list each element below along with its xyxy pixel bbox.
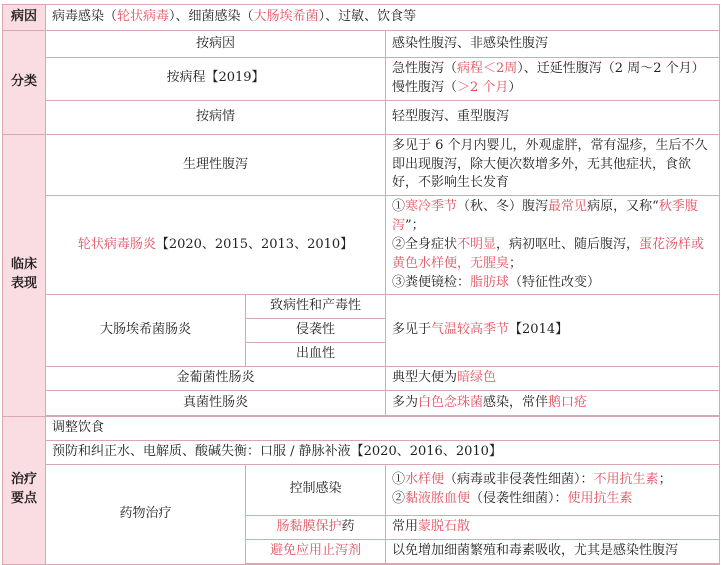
physiological-value: 多见于 6 个月内婴儿，外观虚胖，常有湿疹，生后不久即出现腹泻，除大便次数增多外，无其他症状，食欲好，不影响生长发育 bbox=[386, 134, 720, 196]
course-text-5: ） bbox=[508, 79, 522, 95]
mucosa-highlight: 肠黏膜保护 bbox=[276, 518, 342, 534]
candida-highlight: 白色念珠菌 bbox=[418, 394, 484, 410]
fungal-value bbox=[386, 390, 720, 415]
by-cause-value: 感染性腹泻、非感染性腹泻 bbox=[386, 31, 720, 58]
rotavirus-point-3 bbox=[392, 274, 713, 293]
physiological-diarrhea-row bbox=[3, 134, 720, 196]
infection-num-2: ② bbox=[392, 490, 406, 506]
mucosa-protectant-label bbox=[246, 515, 386, 539]
ecoli-row-1 bbox=[3, 295, 720, 319]
mucosa-protectant-value bbox=[386, 515, 720, 539]
treatment-diet-row bbox=[3, 416, 720, 440]
point-3-text: ③粪便镜检： bbox=[392, 274, 471, 290]
infection-point-1 bbox=[392, 471, 713, 490]
diarrhea-summary-table bbox=[2, 4, 720, 565]
infection-control-label: 控制感染 bbox=[246, 464, 386, 515]
treatment-fluid-row bbox=[3, 440, 720, 464]
category-etiology: 病因 bbox=[3, 5, 46, 31]
by-course-label: 按病程【2019】 bbox=[46, 58, 386, 101]
infection-text-2: ； bbox=[658, 471, 672, 487]
category-clinical: 临床表现 bbox=[3, 134, 46, 416]
fungal-text-1: 多为 bbox=[392, 394, 419, 410]
rotavirus-row bbox=[3, 196, 720, 295]
infection-text-3: （侵袭性细菌）： bbox=[470, 490, 568, 506]
fungal-row bbox=[3, 390, 720, 415]
by-severity-label: 按病情 bbox=[46, 100, 386, 134]
classification-row-cause bbox=[3, 31, 720, 58]
staph-label: 金葡菌性肠炎 bbox=[46, 367, 386, 391]
rotavirus-highlight: 轮状病毒 bbox=[117, 9, 170, 25]
stool-feature-highlight: 蛋花汤样或黄色水样便，无腥臭 bbox=[392, 236, 705, 271]
cold-season-highlight: 寒冷季节 bbox=[405, 199, 458, 215]
course-acute-highlight: 病程＜2周 bbox=[457, 61, 518, 76]
etiology-row bbox=[3, 5, 720, 31]
etiology-content bbox=[46, 5, 720, 31]
category-classification: 分类 bbox=[3, 31, 46, 135]
point-1-num: ① bbox=[392, 199, 406, 215]
mucosa-suffix: 药 bbox=[341, 518, 355, 534]
staph-row bbox=[3, 367, 720, 391]
infection-text-1: （病毒或非侵袭性细菌）： bbox=[444, 471, 594, 487]
by-cause-label: 按病因 bbox=[46, 31, 386, 58]
staph-value bbox=[386, 367, 720, 391]
point-2-text: ②全身症状 bbox=[392, 236, 458, 252]
classification-row-severity bbox=[3, 100, 720, 134]
rotavirus-point-1 bbox=[392, 198, 713, 236]
course-text-3: ）、迁延性腹泻（2 周～2 个月）慢性腹泻（ bbox=[392, 61, 705, 95]
ecoli-highlight: 大肠埃希菌 bbox=[253, 9, 319, 25]
point-2-text-2: ，病初呕吐、随后腹泻， bbox=[496, 236, 640, 252]
rotavirus-enteritis-highlight: 轮状病毒肠炎 bbox=[77, 236, 156, 252]
course-chronic-highlight: ＞2 个月 bbox=[457, 79, 509, 95]
fat-globule-highlight: 脂肪球 bbox=[470, 274, 510, 290]
most-common-highlight: 最常见 bbox=[548, 199, 588, 215]
treatment-spacer bbox=[246, 563, 720, 564]
point-2-text-3: ； bbox=[509, 255, 523, 271]
diet-adjustment: 调整饮食 bbox=[46, 416, 720, 440]
avoid-antidiarrheal-value: 以免增加细菌繁殖和毒素吸收，尤其是感染性腹泻 bbox=[386, 539, 720, 563]
category-treatment: 治疗要点 bbox=[3, 416, 46, 564]
fungal-label: 真菌性肠炎 bbox=[46, 390, 386, 415]
use-antibiotic-highlight: 使用抗生素 bbox=[567, 490, 633, 506]
rotavirus-point-2 bbox=[392, 236, 713, 274]
physiological-label: 生理性腹泻 bbox=[46, 134, 386, 196]
ecoli-value bbox=[386, 295, 720, 367]
treatment-infection-row bbox=[3, 464, 720, 515]
etiology-text-1: 病毒感染（ bbox=[52, 9, 118, 25]
course-text-1: 急性腹泻（ bbox=[392, 61, 458, 76]
staph-text: 典型大便为 bbox=[392, 370, 458, 386]
thrush-highlight: 鹅口疮 bbox=[548, 394, 588, 410]
ecoli-text-1: 多见于 bbox=[392, 322, 432, 338]
autumn-diarrhea-highlight: 秋季腹泻 bbox=[392, 199, 698, 234]
infection-control-value bbox=[386, 464, 720, 515]
fungal-text-3: 感染，常伴 bbox=[483, 394, 549, 410]
not-obvious-highlight: 不明显 bbox=[457, 236, 497, 252]
point-1-text-2: 病原，又称“ bbox=[587, 199, 659, 215]
fluid-therapy: 预防和纠正水、电解质、酸碱失衡：口服 / 静脉补液【2020、2016、2010】 bbox=[46, 440, 720, 464]
point-1-text: （秋、冬）腹泻 bbox=[457, 199, 549, 215]
ecoli-subtype-2: 侵袭性 bbox=[246, 319, 386, 343]
no-antibiotic-highlight: 不用抗生素 bbox=[593, 471, 659, 487]
point-3-text-2: （特征性改变） bbox=[509, 274, 601, 290]
avoid-antidiarrheal-label: 避免应用止泻剂 bbox=[246, 539, 386, 563]
warm-season-highlight: 气温较高季节 bbox=[431, 322, 510, 338]
rotavirus-value bbox=[386, 196, 720, 295]
ecoli-subtype-1: 致病性和产毒性 bbox=[246, 295, 386, 319]
mucosa-text: 常用 bbox=[392, 518, 419, 534]
dark-green-highlight: 暗绿色 bbox=[457, 370, 497, 386]
infection-point-2 bbox=[392, 490, 713, 509]
ecoli-subtype-3: 出血性 bbox=[246, 343, 386, 367]
smecta-highlight: 蒙脱石散 bbox=[418, 518, 471, 534]
classification-row-course bbox=[3, 58, 720, 101]
point-1-text-3: ”； bbox=[405, 218, 425, 234]
mucus-blood-stool-highlight: 黏液脓血便 bbox=[405, 490, 471, 506]
infection-num-1: ① bbox=[392, 471, 406, 487]
etiology-text-5: ）、过敏、饮食等 bbox=[318, 9, 417, 25]
watery-stool-highlight: 水样便 bbox=[405, 471, 445, 487]
rotavirus-label bbox=[46, 196, 386, 295]
by-course-value bbox=[386, 58, 720, 101]
ecoli-year: 【2014】 bbox=[509, 322, 569, 338]
rotavirus-years: 【2020、2015、2013、2010】 bbox=[155, 236, 354, 252]
ecoli-enteritis-label: 大肠埃希菌肠炎 bbox=[46, 295, 246, 367]
etiology-text-3: ）、细菌感染（ bbox=[169, 9, 254, 25]
by-severity-value: 轻型腹泻、重型腹泻 bbox=[386, 100, 720, 134]
drug-therapy-label: 药物治疗 bbox=[46, 464, 246, 564]
